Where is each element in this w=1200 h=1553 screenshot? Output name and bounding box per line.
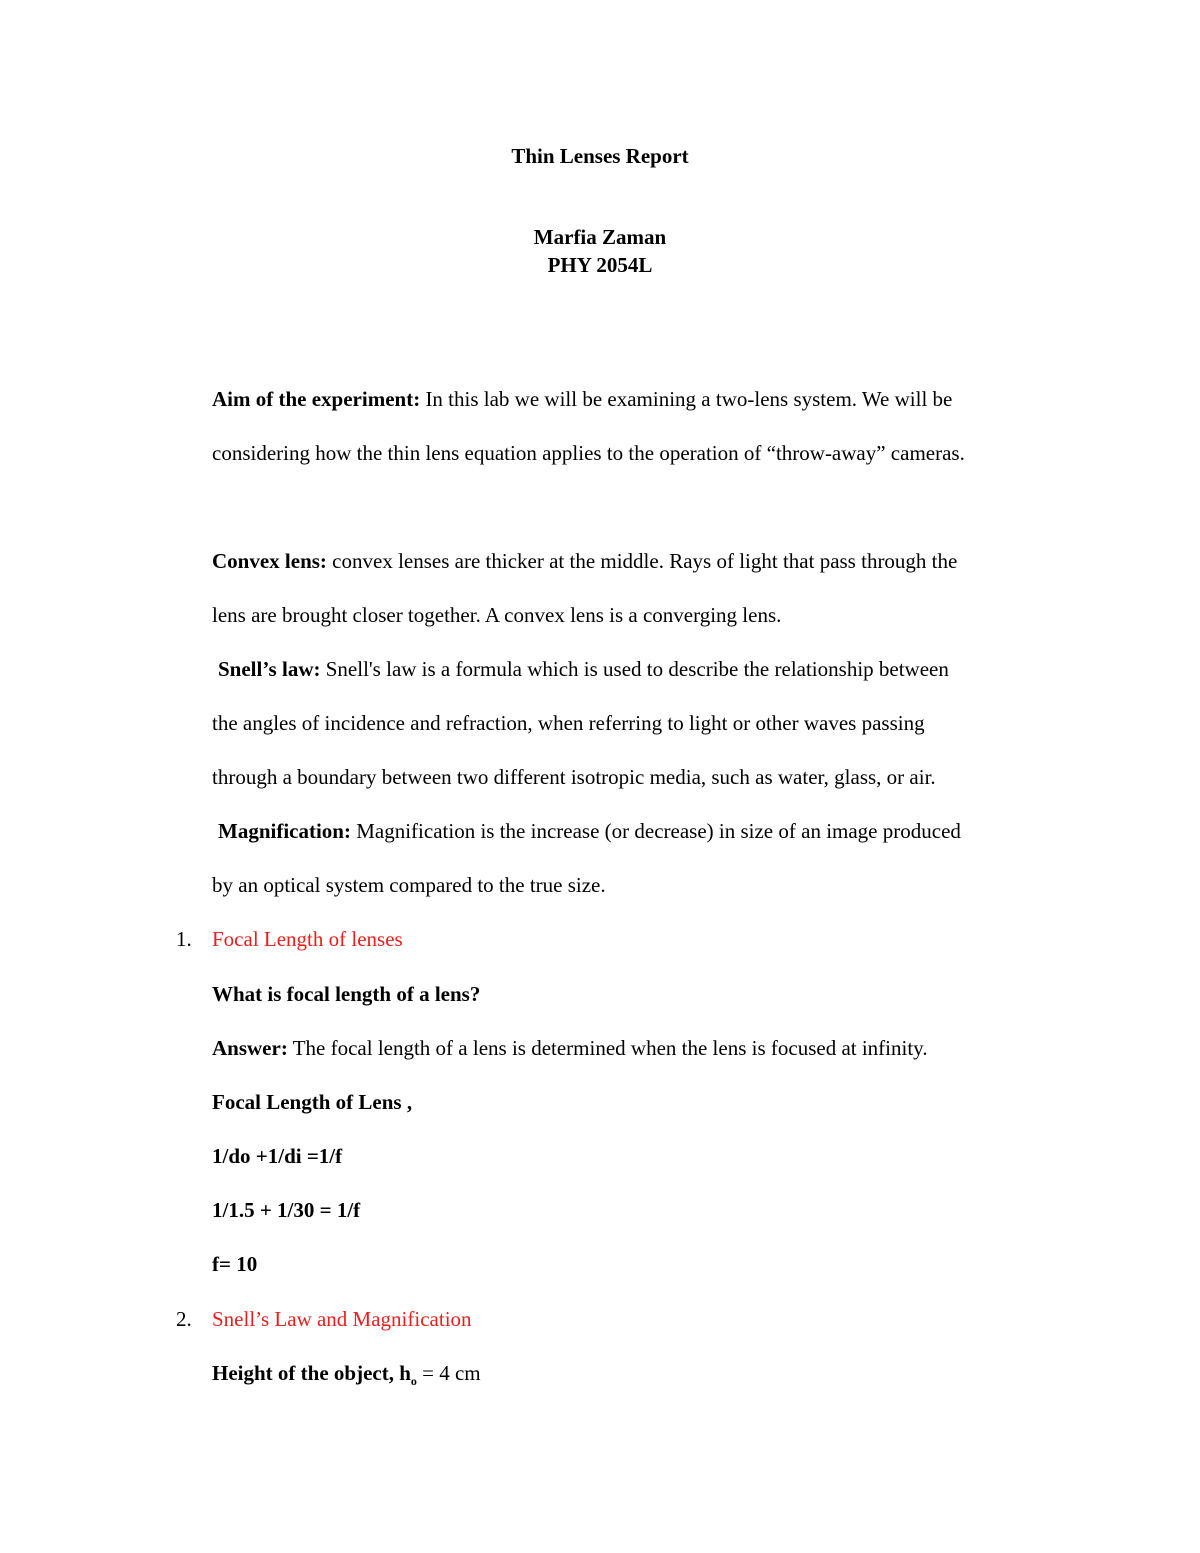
section1-number: 1. (176, 927, 192, 951)
magnification-text-1: Magnification is the increase (or decrease) in size of an image produced (350, 819, 961, 843)
magnification-paragraph (218, 819, 961, 844)
report-title: Thin Lenses Report (511, 144, 689, 168)
section1-answer (212, 1036, 928, 1061)
focal-length-result: f= 10 (212, 1252, 258, 1276)
course-code: PHY 2054L (547, 253, 653, 277)
aim-text-2: considering how the thin lens equation applies to the operation of “throw-away” cameras. (212, 441, 965, 465)
section1-question: What is focal length of a lens? (212, 982, 481, 1006)
author-name: Marfia Zaman (533, 225, 667, 249)
section2-number: 2. (176, 1307, 192, 1331)
object-height-value: = 4 cm (416, 1361, 481, 1385)
object-height-label: Height of the object, h (212, 1361, 411, 1385)
aim-label: Aim of the experiment: (212, 387, 421, 411)
convex-label: Convex lens: (212, 549, 327, 573)
convex-text-2: lens are brought closer together. A convex lens is a converging lens. (212, 603, 782, 627)
snell-text-2: the angles of incidence and refraction, when referring to light or other waves passing (212, 711, 925, 735)
aim-text-1: In this lab we will be examining a two-lens system. We will be (420, 387, 953, 411)
snell-label: Snell’s law: (218, 657, 321, 681)
convex-paragraph (212, 549, 957, 574)
snell-text-3: through a boundary between two different isotropic media, such as water, glass, or air. (212, 765, 936, 789)
thin-lens-equation: 1/do +1/di =1/f (212, 1144, 343, 1168)
snell-text-1: Snell's law is a formula which is used to describe the relationship between (320, 657, 949, 681)
convex-text-1: convex lenses are thicker at the middle. Rays of light that pass through the (326, 549, 958, 573)
object-height (212, 1361, 481, 1389)
magnification-text-2: by an optical system compared to the true size. (212, 873, 606, 897)
object-height-subscript: o (410, 1374, 417, 1389)
section1-title: Focal Length of lenses (212, 927, 403, 951)
answer-text: The focal length of a lens is determined when the lens is focused at infinity. (287, 1036, 928, 1060)
snell-paragraph (218, 657, 949, 682)
aim-paragraph (212, 387, 952, 412)
equation-substitution: 1/1.5 + 1/30 = 1/f (212, 1198, 361, 1222)
section2-title: Snell’s Law and Magnification (212, 1307, 472, 1331)
magnification-label: Magnification: (218, 819, 351, 843)
answer-label: Answer: (212, 1036, 288, 1060)
focal-length-label: Focal Length of Lens , (212, 1090, 413, 1114)
